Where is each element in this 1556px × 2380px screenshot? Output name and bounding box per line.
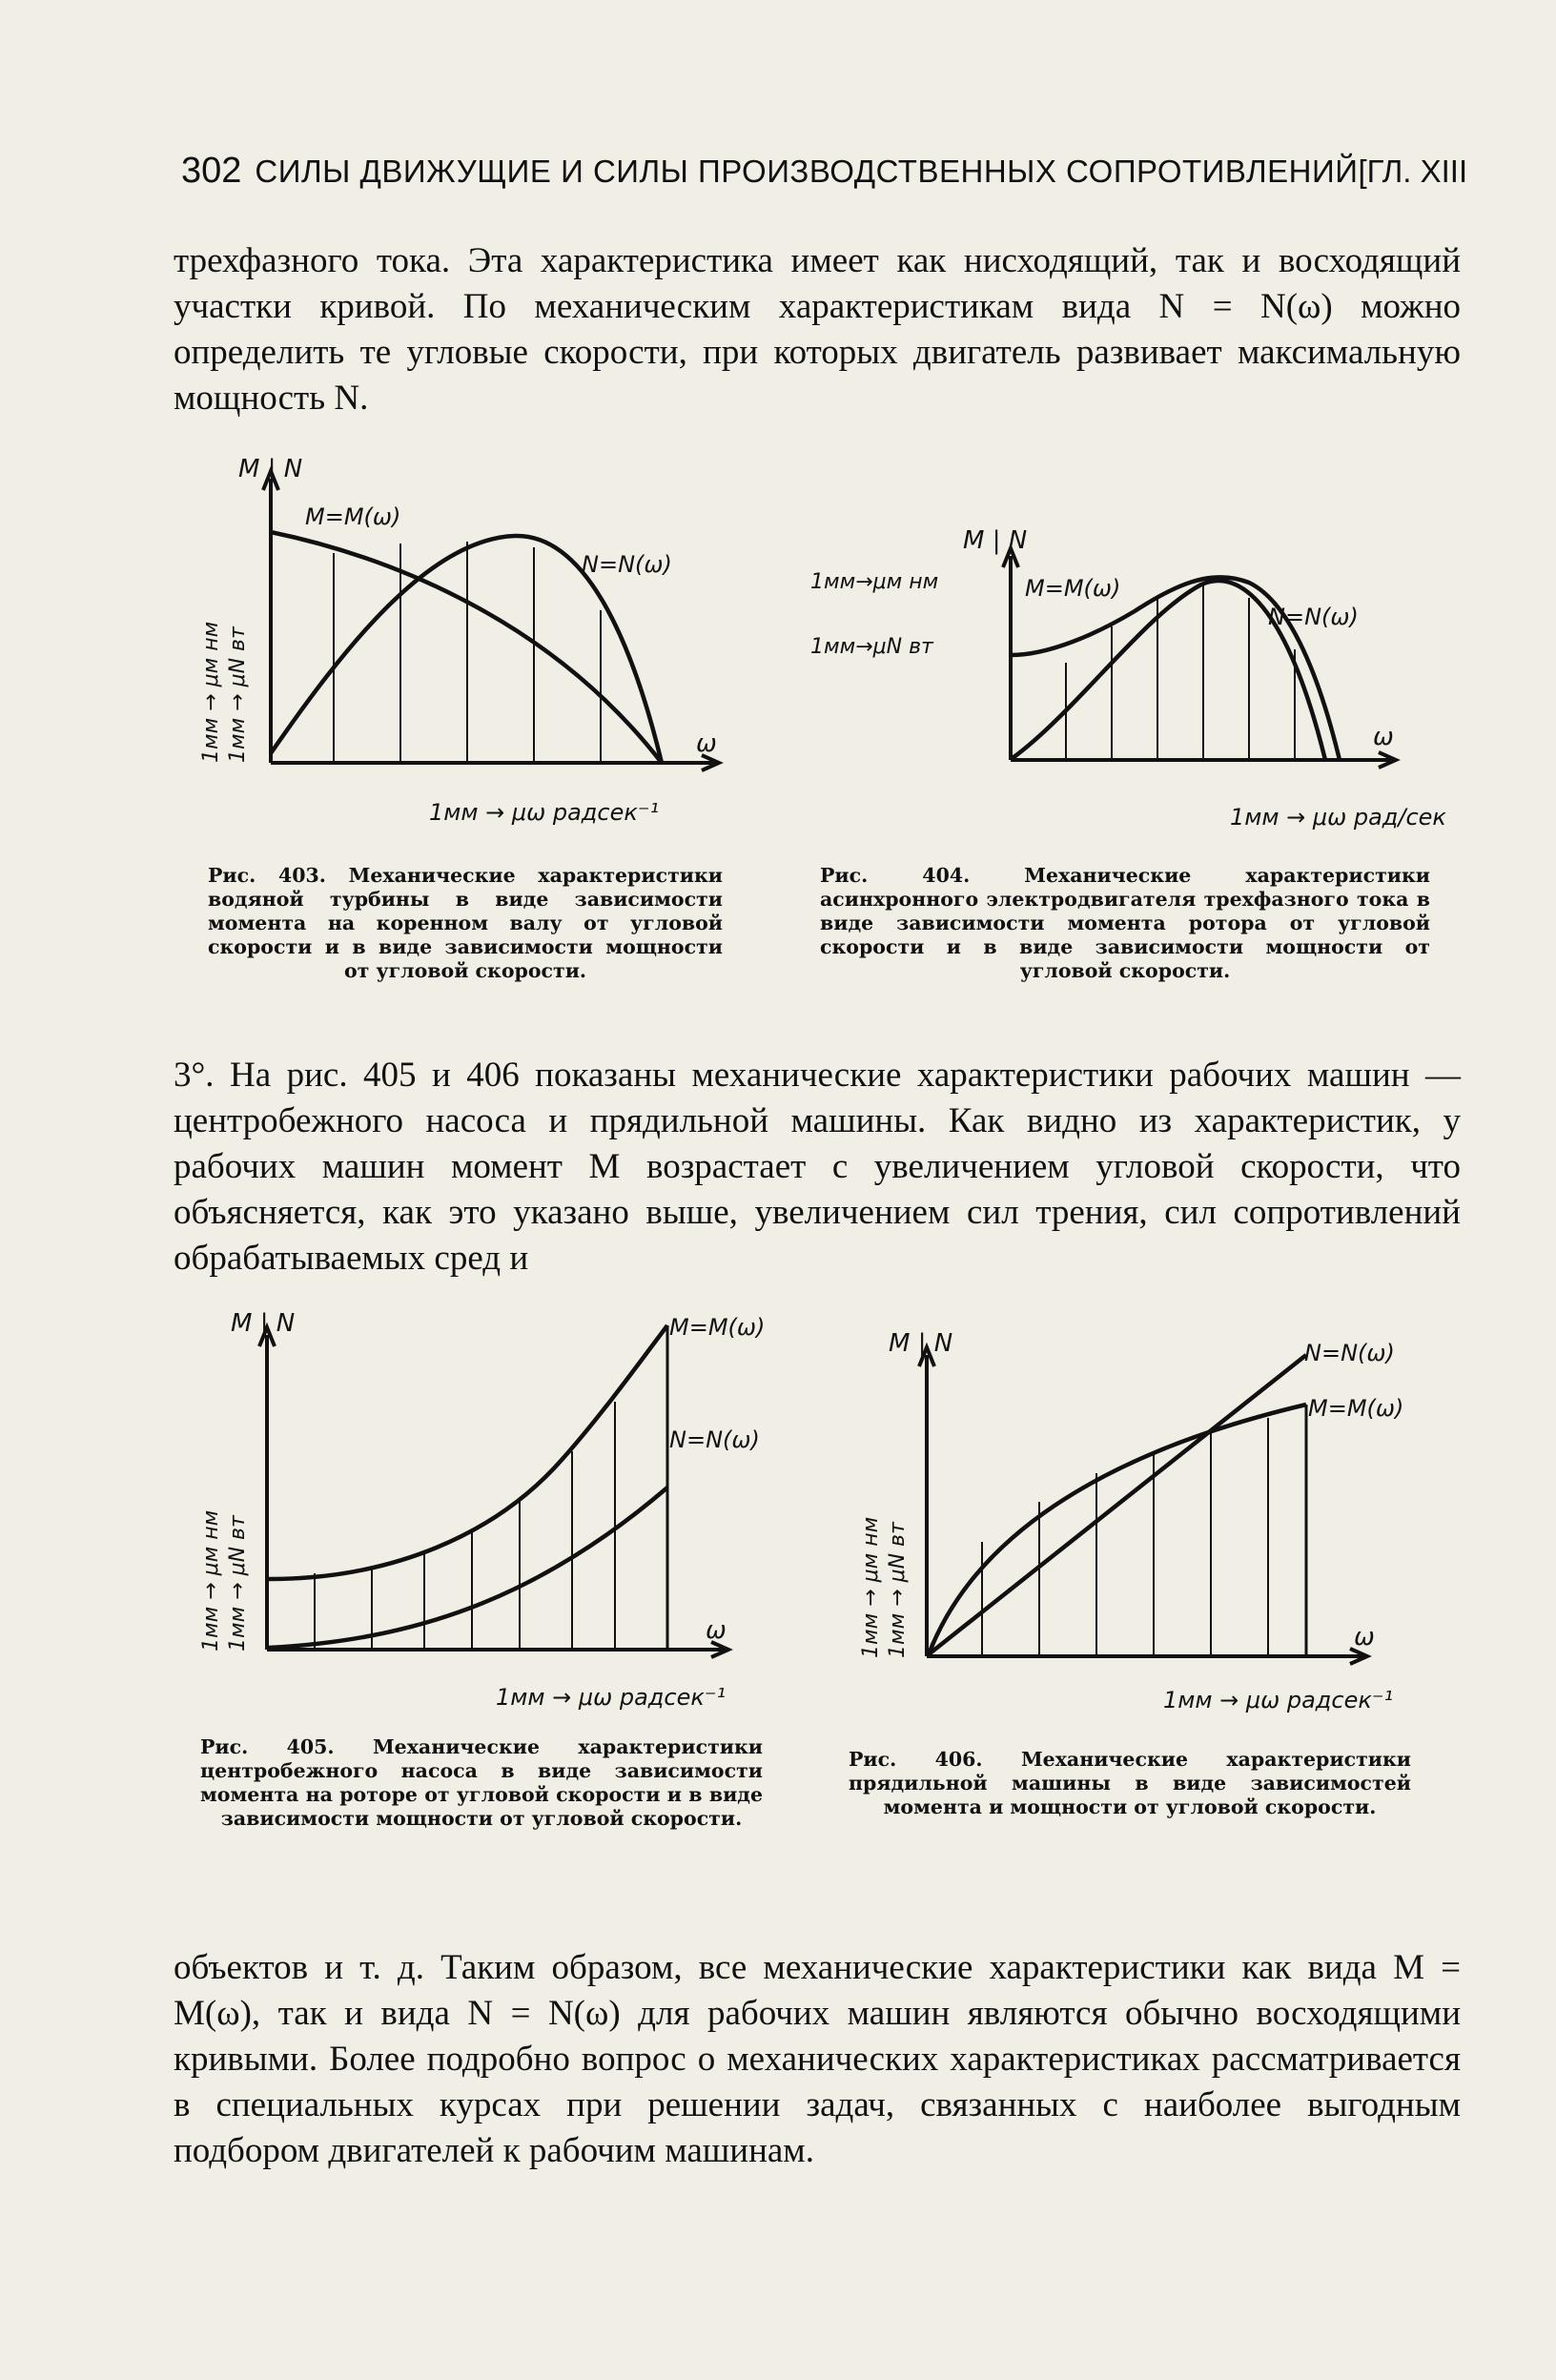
figure-403-x-label: ω bbox=[696, 729, 717, 758]
page-number: 302 bbox=[181, 151, 242, 191]
figure-405-horizontal-axis bbox=[267, 1642, 728, 1657]
figure-404-x-label: ω bbox=[1373, 723, 1394, 751]
figure-403-axis-label: M | N bbox=[238, 455, 303, 483]
figure-405-vertical-axis bbox=[259, 1327, 275, 1650]
figure-403-scale-label: 1мм → μω радсек⁻¹ bbox=[429, 799, 660, 826]
figure-404-curve-n-label: N=N(ω) bbox=[1268, 604, 1359, 630]
figure-404-curve-m-label: M=M(ω) bbox=[1025, 575, 1121, 602]
figure-403-caption: Рис. 403. Механические характеристики водяной турбины в виде зависимости момента на коренном валу от угловой скорости и в виде зависимости мощности от угловой скорости. bbox=[208, 864, 723, 982]
figure-404-caption: Рис. 404. Механические характеристики асинхронного электродвигателя трехфазного тока в виде зависимости момента ротора от угловой скорости и в виде зависимости мощности от угловой скорости. bbox=[820, 864, 1430, 982]
figure-406-scale-label: 1мм → μω радсек⁻¹ bbox=[1163, 1687, 1394, 1713]
figure-403-y-label-m: 1мм → μм нм bbox=[199, 621, 223, 763]
figure-406-hatch-lines bbox=[982, 1418, 1268, 1656]
figure-403-graph bbox=[181, 448, 772, 849]
figure-406-y-label-m: 1мм → μм нм bbox=[859, 1516, 883, 1658]
figure-405-caption: Рис. 405. Механические характеристики центробежного насоса в виде зависимости момента на роторе от угловой скорости и в виде зависимости мощности от угловой скорости. bbox=[200, 1735, 763, 1830]
figure-403-vertical-axis bbox=[263, 471, 278, 763]
figure-405-curve-n-label: N=N(ω) bbox=[669, 1426, 760, 1453]
figure-404-scale-label: 1мм → μω рад/сек bbox=[1230, 804, 1446, 831]
chapter-marker: [ГЛ. XIII bbox=[1358, 154, 1468, 189]
figure-406-y-label-n: 1мм → μN вт bbox=[886, 1522, 910, 1658]
figure-403-y-label-n: 1мм → μN вт bbox=[226, 626, 250, 763]
paragraph-1: трехфазного тока. Эта характеристика имеет как нисходящий, так и восходящий участки кривой. По механическим характеристикам вида N = N(ω) можно определить те угловые скорости, при которых двигатель развивает максимальную мощность N. bbox=[174, 241, 1461, 418]
figure-405-graph bbox=[181, 1297, 791, 1716]
figure-403-curve-n-label: N=N(ω) bbox=[582, 551, 672, 578]
figure-404-graph bbox=[810, 520, 1468, 844]
figure-406-curve-n bbox=[929, 1355, 1306, 1654]
figure-405-curve-n bbox=[269, 1488, 667, 1648]
figure-405-x-label: ω bbox=[706, 1616, 727, 1645]
figure-406-caption: Рис. 406. Механические характеристики прядильной машины в виде зависимостей момента и мощности от угловой скорости. bbox=[849, 1748, 1411, 1818]
figure-403-curve-m-label: M=M(ω) bbox=[305, 503, 401, 530]
page-header bbox=[181, 151, 1468, 204]
figure-406-curve-m bbox=[929, 1405, 1306, 1654]
figure-406-horizontal-axis bbox=[927, 1649, 1367, 1664]
figure-406-curve-m-label: M=M(ω) bbox=[1308, 1395, 1404, 1422]
figure-404-axis-label: M | N bbox=[963, 526, 1028, 555]
figure-405-y-label-n: 1мм → μN вт bbox=[226, 1515, 250, 1652]
figure-403-horizontal-axis bbox=[271, 755, 719, 770]
figure-404-y-label-m: 1мм→μм нм bbox=[810, 570, 939, 594]
figure-405-axis-label: M | N bbox=[231, 1309, 296, 1338]
paragraph-2: 3°. На рис. 405 и 406 показаны механические характеристики рабочих машин — центробежного насоса и прядильной машины. Как видно из характеристик, у рабочих машин момент M возрастает с увеличением угловой скорости, что объясняется, как это указано выше, увеличением сил трения, сил сопротивлений обрабатываемых сред и bbox=[174, 1056, 1461, 1278]
figure-403 bbox=[181, 448, 772, 849]
figure-405-hatch-lines bbox=[315, 1402, 615, 1650]
figure-404 bbox=[810, 520, 1468, 844]
figure-405-curve-m-label: M=M(ω) bbox=[669, 1314, 766, 1341]
figure-406-curve-n-label: N=N(ω) bbox=[1304, 1340, 1395, 1366]
figure-406-graph bbox=[849, 1321, 1459, 1721]
figure-406-x-label: ω bbox=[1354, 1623, 1375, 1652]
figure-405-scale-label: 1мм → μω радсек⁻¹ bbox=[496, 1684, 727, 1711]
figure-406-vertical-axis bbox=[919, 1347, 934, 1656]
figure-405 bbox=[181, 1297, 791, 1716]
figure-404-y-label-n: 1мм→μN вт bbox=[810, 635, 933, 659]
figure-406 bbox=[849, 1321, 1459, 1721]
figure-403-hatch-lines bbox=[334, 542, 601, 763]
figure-405-y-label-m: 1мм → μм нм bbox=[199, 1509, 223, 1652]
paragraph-3: объектов и т. д. Таким образом, все механические характеристики как вида M = M(ω), так и вида N = N(ω) для рабочих машин являются обычно восходящими кривыми. Более подробно вопрос о механических характеристиках рассматривается в специальных курсах при решении задач, связанных с наиболее выгодным подбором двигателей к рабочим машинам. bbox=[174, 1948, 1461, 2170]
running-title: СИЛЫ ДВИЖУЩИЕ И СИЛЫ ПРОИЗВОДСТВЕННЫХ СОПРОТИВЛЕНИЙ bbox=[255, 154, 1359, 189]
figure-405-curve-m bbox=[269, 1325, 667, 1579]
figure-406-axis-label: M | N bbox=[889, 1329, 953, 1358]
